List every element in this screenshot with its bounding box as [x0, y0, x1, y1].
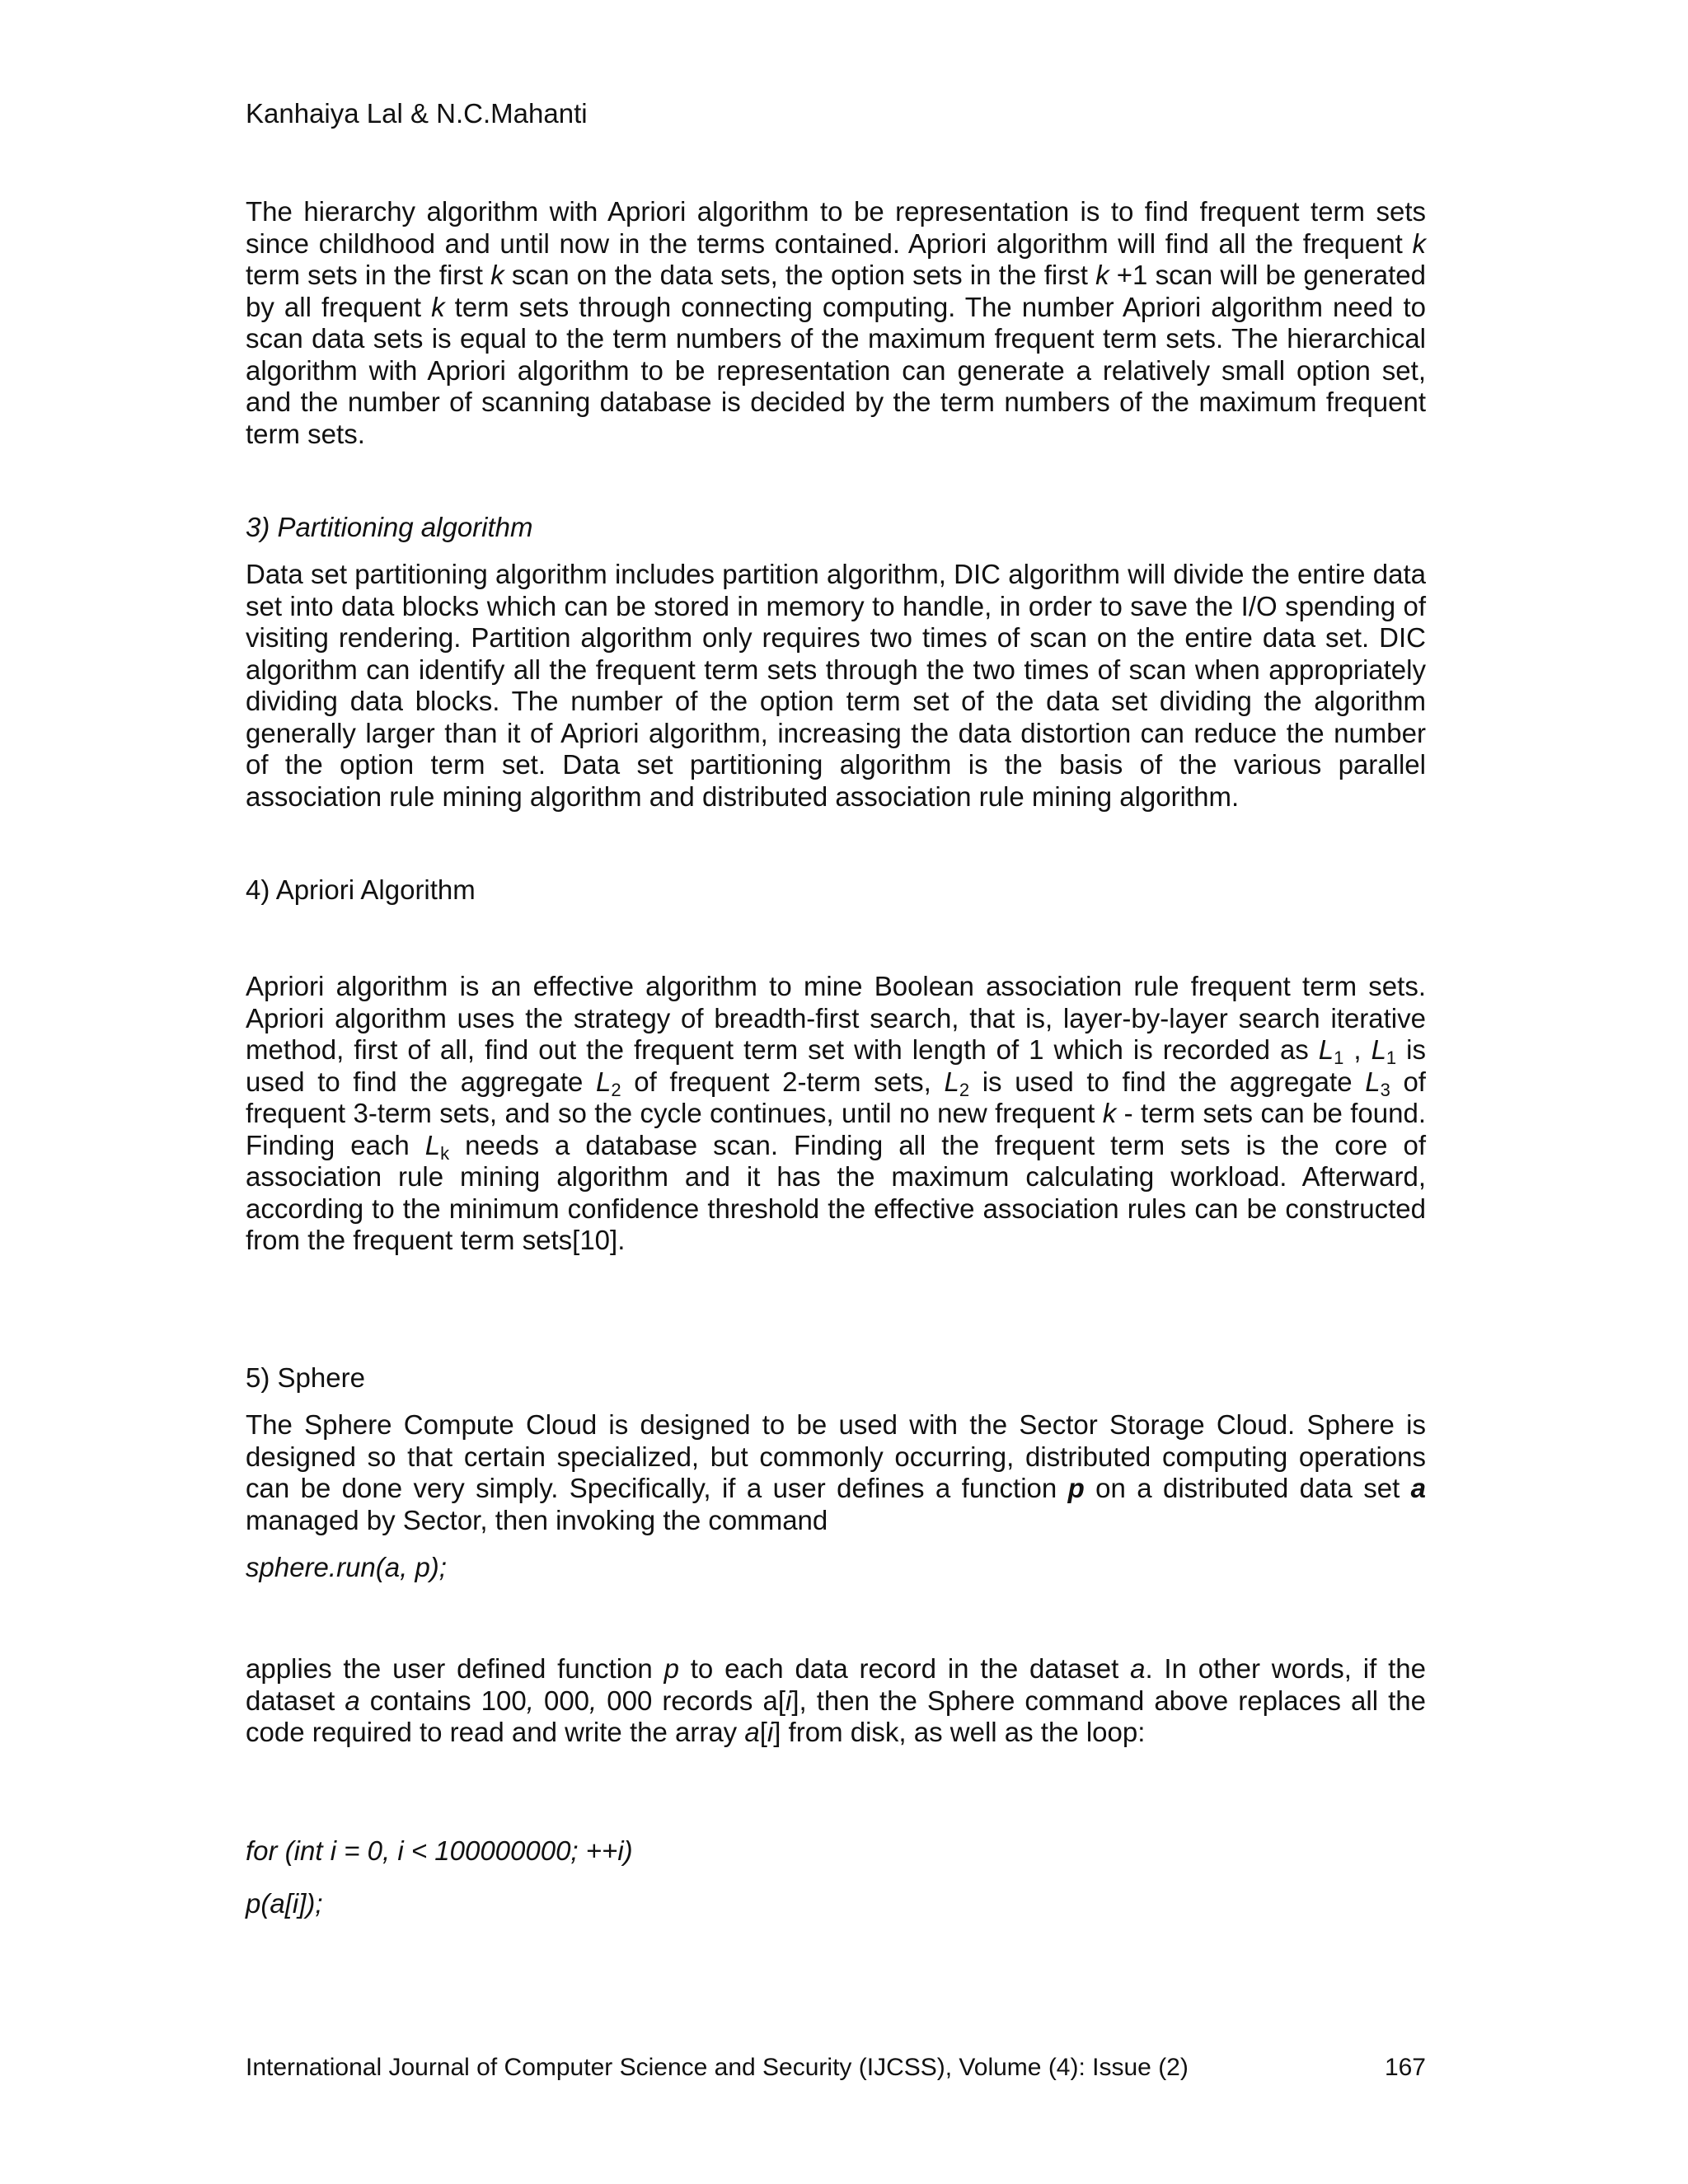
code-sphere-run: sphere.run(a, p); [246, 1552, 447, 1582]
section-heading-partitioning: 3) Partitioning algorithm [246, 512, 533, 542]
section-heading-apriori: 4) Apriori Algorithm [246, 874, 476, 905]
paragraph-sphere-intro: The Sphere Compute Cloud is designed to be used with the Sector Storage Cloud. Sphere is designed so that certain specialized, but commonly occurring, distributed computing operations can be done very simply. Specifically, if a user defines a function p on a distributed data set a managed by Sector, then invoking the command [246, 1409, 1426, 1535]
section-heading-sphere: 5) Sphere [246, 1362, 365, 1393]
paragraph-apriori: Apriori algorithm is an effective algorithm to mine Boolean association rule frequent term sets. Apriori algorithm uses the strategy of breadth-first search, that is, layer-by-layer search iterative method, first of all, find out the frequent term set with length of 1 which is recorded as $L_1$ , $L_1$ is used to find the aggregate $L_2$ of frequent 2-term sets, $L_2$ is used to find the aggregate $L_3$ of frequent 3-term sets, and so the cycle continues, until no new frequent k - term sets can be found. Finding each $L_k$ needs a database scan. Finding all the frequent term sets is the core of association rule mining algorithm and it has the maximum calculating workload. Afterward, according to the minimum confidence threshold the effective association rules can be constructed from the frequent term sets[10]. [246, 971, 1426, 1255]
running-head-authors: Kanhaiya Lal & N.C.Mahanti [246, 98, 588, 129]
paragraph-sphere-apply: applies the user defined function p to each data record in the dataset a. In other words, if the dataset a contains 100, 000, 000 records a[i], then the Sphere command above replaces all the code required to read and write the array a[i] from disk, as well as the loop: [246, 1653, 1426, 1747]
page-number: 167 [1384, 2054, 1426, 2081]
paragraph-partitioning: Data set partitioning algorithm includes partition algorithm, DIC algorithm will divide the entire data set into data blocks which can be stored in memory to handle, in order to save the I/O spending of visiting rendering. Partition algorithm only requires two times of scan on the entire data set. DIC algorithm can identify all the frequent term sets through the two times of scan when appropriately dividing data blocks. The number of the option term set of the data set dividing the algorithm generally larger than it of Apriori algorithm, increasing the data distortion can reduce the number of the option term set. Data set partitioning algorithm is the basis of the various parallel association rule mining algorithm and distributed association rule mining algorithm. [246, 559, 1426, 812]
code-for-loop: for (int i = 0, i < 100000000; ++i) [246, 1835, 633, 1866]
code-loop-body: p(a[i]); [246, 1888, 323, 1919]
paragraph-hierarchy-algorithm: The hierarchy algorithm with Apriori algorithm to be representation is to find frequent term sets since childhood and until now in the terms contained. Apriori algorithm will find all the frequent k term sets in the first k scan on the data sets, the option sets in the first k +1 scan will be generated by all frequent k term sets through connecting computing. The number Apriori algorithm need to scan data sets is equal to the term numbers of the maximum frequent term sets. The hierarchical algorithm with Apriori algorithm to be representation can generate a relatively small option set, and the number of scanning database is decided by the term numbers of the maximum frequent term sets. [246, 196, 1426, 449]
footer-journal-citation: International Journal of Computer Science and Security (IJCSS), Volume (4): Issue (2) [246, 2054, 1189, 2081]
